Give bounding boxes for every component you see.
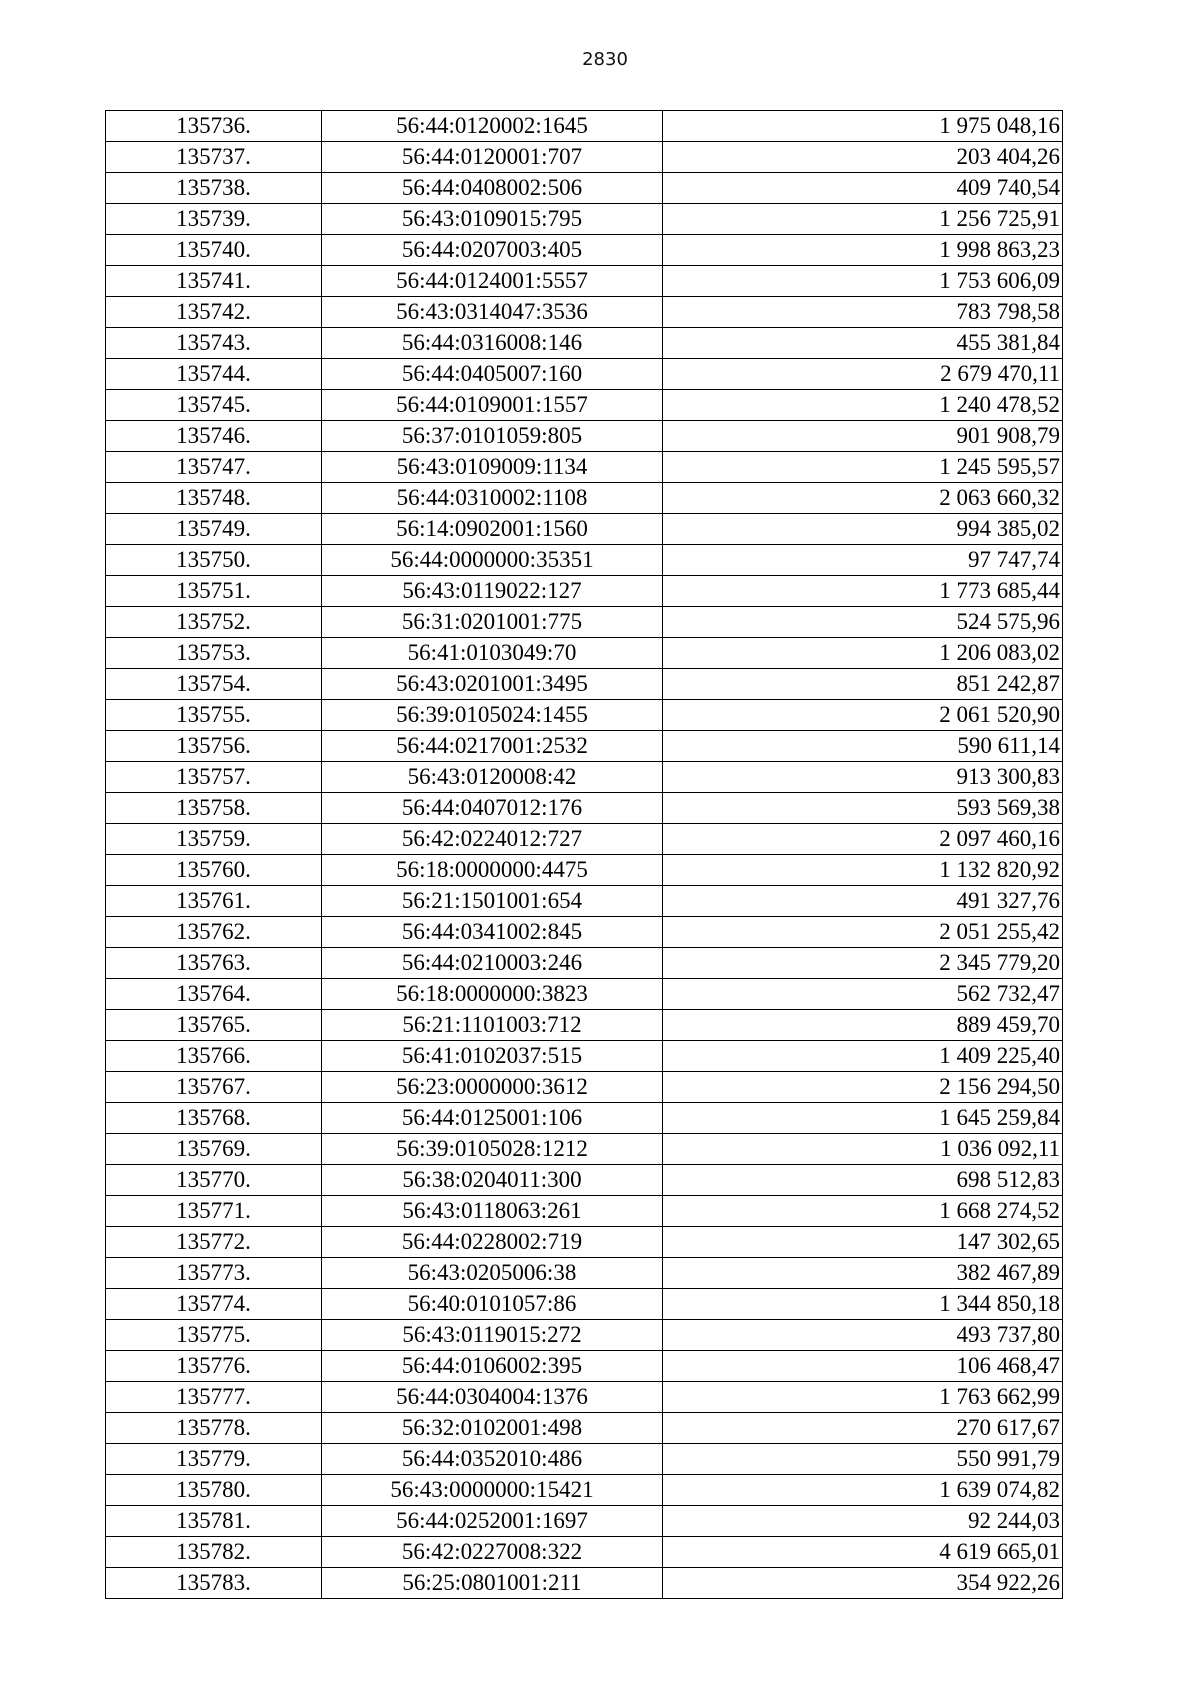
table-row	[106, 1537, 1063, 1568]
cadastral-number-cell: 56:44:0120001:707	[322, 142, 663, 173]
cadastral-number-cell: 56:44:0207003:405	[322, 235, 663, 266]
cadastral-number-cell: 56:38:0204011:300	[322, 1165, 663, 1196]
cadastral-number-cell: 56:21:1101003:712	[322, 1010, 663, 1041]
row-number-cell: 135780.	[106, 1475, 322, 1506]
table-row	[106, 1227, 1063, 1258]
cadastral-value-cell: 1 763 662,99	[663, 1382, 1063, 1413]
row-number-cell: 135754.	[106, 669, 322, 700]
cadastral-value-cell: 593 569,38	[663, 793, 1063, 824]
cadastral-value-cell: 147 302,65	[663, 1227, 1063, 1258]
cadastral-value-cell: 1 639 074,82	[663, 1475, 1063, 1506]
cadastral-number-cell: 56:41:0103049:70	[322, 638, 663, 669]
cadastral-value-cell: 562 732,47	[663, 979, 1063, 1010]
row-number-cell: 135740.	[106, 235, 322, 266]
cadastral-value-cell: 203 404,26	[663, 142, 1063, 173]
cadastral-number-cell: 56:14:0902001:1560	[322, 514, 663, 545]
cadastral-number-cell: 56:44:0341002:845	[322, 917, 663, 948]
cadastral-value-cell: 994 385,02	[663, 514, 1063, 545]
cadastral-number-cell: 56:44:0125001:106	[322, 1103, 663, 1134]
row-number-cell: 135771.	[106, 1196, 322, 1227]
cadastral-value-cell: 1 975 048,16	[663, 111, 1063, 142]
cadastral-value-cell: 901 908,79	[663, 421, 1063, 452]
table-row	[106, 576, 1063, 607]
cadastral-number-cell: 56:25:0801001:211	[322, 1568, 663, 1599]
cadastral-value-cell: 1 998 863,23	[663, 235, 1063, 266]
table-row	[106, 483, 1063, 514]
table-row	[106, 1444, 1063, 1475]
cadastral-value-cell: 2 156 294,50	[663, 1072, 1063, 1103]
cadastral-number-cell: 56:44:0408002:506	[322, 173, 663, 204]
table-row	[106, 824, 1063, 855]
cadastral-value-cell: 698 512,83	[663, 1165, 1063, 1196]
row-number-cell: 135750.	[106, 545, 322, 576]
table-row	[106, 1351, 1063, 1382]
row-number-cell: 135772.	[106, 1227, 322, 1258]
row-number-cell: 135739.	[106, 204, 322, 235]
table-row	[106, 1072, 1063, 1103]
table-row	[106, 1041, 1063, 1072]
cadastral-number-cell: 56:44:0407012:176	[322, 793, 663, 824]
table-row	[106, 855, 1063, 886]
cadastral-number-cell: 56:42:0224012:727	[322, 824, 663, 855]
table-body	[106, 111, 1063, 1599]
table-row	[106, 328, 1063, 359]
table-row	[106, 731, 1063, 762]
row-number-cell: 135747.	[106, 452, 322, 483]
cadastral-number-cell: 56:43:0000000:15421	[322, 1475, 663, 1506]
cadastral-number-cell: 56:32:0102001:498	[322, 1413, 663, 1444]
row-number-cell: 135737.	[106, 142, 322, 173]
cadastral-number-cell: 56:44:0405007:160	[322, 359, 663, 390]
row-number-cell: 135768.	[106, 1103, 322, 1134]
cadastral-value-cell: 354 922,26	[663, 1568, 1063, 1599]
cadastral-number-cell: 56:44:0228002:719	[322, 1227, 663, 1258]
cadastral-number-cell: 56:43:0109015:795	[322, 204, 663, 235]
cadastral-value-cell: 590 611,14	[663, 731, 1063, 762]
table-row	[106, 1568, 1063, 1599]
table-row	[106, 917, 1063, 948]
cadastral-number-cell: 56:44:0310002:1108	[322, 483, 663, 514]
cadastral-value-cell: 409 740,54	[663, 173, 1063, 204]
row-number-cell: 135765.	[106, 1010, 322, 1041]
table-row	[106, 1506, 1063, 1537]
cadastral-value-cell: 2 061 520,90	[663, 700, 1063, 731]
row-number-cell: 135779.	[106, 1444, 322, 1475]
table-row	[106, 1010, 1063, 1041]
cadastral-number-cell: 56:39:0105024:1455	[322, 700, 663, 731]
row-number-cell: 135746.	[106, 421, 322, 452]
table-row	[106, 669, 1063, 700]
cadastral-number-cell: 56:43:0119015:272	[322, 1320, 663, 1351]
row-number-cell: 135764.	[106, 979, 322, 1010]
cadastral-value-cell: 1 245 595,57	[663, 452, 1063, 483]
row-number-cell: 135756.	[106, 731, 322, 762]
row-number-cell: 135736.	[106, 111, 322, 142]
row-number-cell: 135757.	[106, 762, 322, 793]
table-row	[106, 421, 1063, 452]
table-row	[106, 142, 1063, 173]
cadastral-number-cell: 56:37:0101059:805	[322, 421, 663, 452]
table-row	[106, 452, 1063, 483]
cadastral-number-cell: 56:21:1501001:654	[322, 886, 663, 917]
cadastral-value-cell: 550 991,79	[663, 1444, 1063, 1475]
cadastral-value-cell: 524 575,96	[663, 607, 1063, 638]
row-number-cell: 135766.	[106, 1041, 322, 1072]
cadastral-number-cell: 56:44:0000000:35351	[322, 545, 663, 576]
cadastral-number-cell: 56:44:0106002:395	[322, 1351, 663, 1382]
table-row	[106, 1134, 1063, 1165]
cadastral-number-cell: 56:44:0217001:2532	[322, 731, 663, 762]
cadastral-number-cell: 56:43:0109009:1134	[322, 452, 663, 483]
table-row	[106, 1475, 1063, 1506]
cadastral-number-cell: 56:44:0210003:246	[322, 948, 663, 979]
table-row	[106, 514, 1063, 545]
cadastral-value-cell: 1 206 083,02	[663, 638, 1063, 669]
cadastral-value-cell: 92 244,03	[663, 1506, 1063, 1537]
page-number: 2830	[582, 49, 628, 70]
cadastral-value-cell: 455 381,84	[663, 328, 1063, 359]
row-number-cell: 135775.	[106, 1320, 322, 1351]
row-number-cell: 135767.	[106, 1072, 322, 1103]
table-row	[106, 1196, 1063, 1227]
table-row	[106, 204, 1063, 235]
row-number-cell: 135782.	[106, 1537, 322, 1568]
row-number-cell: 135761.	[106, 886, 322, 917]
cadastral-value-cell: 97 747,74	[663, 545, 1063, 576]
table-row	[106, 979, 1063, 1010]
row-number-cell: 135776.	[106, 1351, 322, 1382]
table-row	[106, 111, 1063, 142]
table-row	[106, 297, 1063, 328]
table-row	[106, 235, 1063, 266]
cadastral-value-cell: 1 645 259,84	[663, 1103, 1063, 1134]
cadastral-number-cell: 56:39:0105028:1212	[322, 1134, 663, 1165]
cadastral-value-cell: 2 063 660,32	[663, 483, 1063, 514]
cadastral-number-cell: 56:44:0352010:486	[322, 1444, 663, 1475]
row-number-cell: 135777.	[106, 1382, 322, 1413]
cadastral-value-cell: 106 468,47	[663, 1351, 1063, 1382]
row-number-cell: 135774.	[106, 1289, 322, 1320]
row-number-cell: 135742.	[106, 297, 322, 328]
table-row	[106, 638, 1063, 669]
cadastral-value-cell: 4 619 665,01	[663, 1537, 1063, 1568]
table-row	[106, 1320, 1063, 1351]
cadastral-number-cell: 56:43:0201001:3495	[322, 669, 663, 700]
row-number-cell: 135749.	[106, 514, 322, 545]
cadastral-value-table	[105, 110, 1063, 1599]
table-row	[106, 1103, 1063, 1134]
cadastral-value-cell: 491 327,76	[663, 886, 1063, 917]
table-row	[106, 1413, 1063, 1444]
row-number-cell: 135743.	[106, 328, 322, 359]
cadastral-value-cell: 2 051 255,42	[663, 917, 1063, 948]
row-number-cell: 135773.	[106, 1258, 322, 1289]
cadastral-number-cell: 56:43:0120008:42	[322, 762, 663, 793]
cadastral-value-cell: 493 737,80	[663, 1320, 1063, 1351]
cadastral-number-cell: 56:42:0227008:322	[322, 1537, 663, 1568]
row-number-cell: 135741.	[106, 266, 322, 297]
table-row	[106, 762, 1063, 793]
cadastral-number-cell: 56:44:0109001:1557	[322, 390, 663, 421]
cadastral-number-cell: 56:18:0000000:3823	[322, 979, 663, 1010]
table-row	[106, 1165, 1063, 1196]
cadastral-number-cell: 56:40:0101057:86	[322, 1289, 663, 1320]
row-number-cell: 135783.	[106, 1568, 322, 1599]
row-number-cell: 135770.	[106, 1165, 322, 1196]
cadastral-value-cell: 913 300,83	[663, 762, 1063, 793]
cadastral-value-cell: 1 240 478,52	[663, 390, 1063, 421]
cadastral-value-cell: 1 668 274,52	[663, 1196, 1063, 1227]
row-number-cell: 135781.	[106, 1506, 322, 1537]
row-number-cell: 135751.	[106, 576, 322, 607]
cadastral-value-cell: 1 036 092,11	[663, 1134, 1063, 1165]
table-row	[106, 390, 1063, 421]
cadastral-value-cell: 270 617,67	[663, 1413, 1063, 1444]
cadastral-value-cell: 382 467,89	[663, 1258, 1063, 1289]
cadastral-number-cell: 56:44:0316008:146	[322, 328, 663, 359]
cadastral-value-cell: 1 773 685,44	[663, 576, 1063, 607]
cadastral-number-cell: 56:43:0119022:127	[322, 576, 663, 607]
table-row	[106, 545, 1063, 576]
cadastral-value-cell: 1 344 850,18	[663, 1289, 1063, 1320]
table-row	[106, 1289, 1063, 1320]
table-row	[106, 793, 1063, 824]
table-row	[106, 266, 1063, 297]
cadastral-number-cell: 56:41:0102037:515	[322, 1041, 663, 1072]
table-row	[106, 1258, 1063, 1289]
cadastral-number-cell: 56:31:0201001:775	[322, 607, 663, 638]
row-number-cell: 135744.	[106, 359, 322, 390]
cadastral-value-cell: 1 256 725,91	[663, 204, 1063, 235]
row-number-cell: 135755.	[106, 700, 322, 731]
cadastral-value-cell: 2 097 460,16	[663, 824, 1063, 855]
cadastral-number-cell: 56:23:0000000:3612	[322, 1072, 663, 1103]
cadastral-value-cell: 889 459,70	[663, 1010, 1063, 1041]
row-number-cell: 135759.	[106, 824, 322, 855]
cadastral-number-cell: 56:44:0304004:1376	[322, 1382, 663, 1413]
cadastral-value-cell: 783 798,58	[663, 297, 1063, 328]
row-number-cell: 135752.	[106, 607, 322, 638]
cadastral-value-cell: 2 345 779,20	[663, 948, 1063, 979]
cadastral-value-cell: 1 132 820,92	[663, 855, 1063, 886]
row-number-cell: 135769.	[106, 1134, 322, 1165]
row-number-cell: 135748.	[106, 483, 322, 514]
cadastral-value-cell: 851 242,87	[663, 669, 1063, 700]
table-row	[106, 1382, 1063, 1413]
table-row	[106, 886, 1063, 917]
row-number-cell: 135738.	[106, 173, 322, 204]
table-row	[106, 607, 1063, 638]
cadastral-number-cell: 56:44:0124001:5557	[322, 266, 663, 297]
table-row	[106, 359, 1063, 390]
table-row	[106, 700, 1063, 731]
cadastral-number-cell: 56:43:0205006:38	[322, 1258, 663, 1289]
row-number-cell: 135762.	[106, 917, 322, 948]
cadastral-number-cell: 56:43:0118063:261	[322, 1196, 663, 1227]
row-number-cell: 135763.	[106, 948, 322, 979]
row-number-cell: 135753.	[106, 638, 322, 669]
row-number-cell: 135760.	[106, 855, 322, 886]
cadastral-number-cell: 56:18:0000000:4475	[322, 855, 663, 886]
row-number-cell: 135778.	[106, 1413, 322, 1444]
table-row	[106, 173, 1063, 204]
cadastral-value-cell: 1 409 225,40	[663, 1041, 1063, 1072]
cadastral-value-cell: 1 753 606,09	[663, 266, 1063, 297]
cadastral-number-cell: 56:44:0252001:1697	[322, 1506, 663, 1537]
row-number-cell: 135745.	[106, 390, 322, 421]
cadastral-number-cell: 56:43:0314047:3536	[322, 297, 663, 328]
cadastral-value-cell: 2 679 470,11	[663, 359, 1063, 390]
table-row	[106, 948, 1063, 979]
row-number-cell: 135758.	[106, 793, 322, 824]
cadastral-number-cell: 56:44:0120002:1645	[322, 111, 663, 142]
